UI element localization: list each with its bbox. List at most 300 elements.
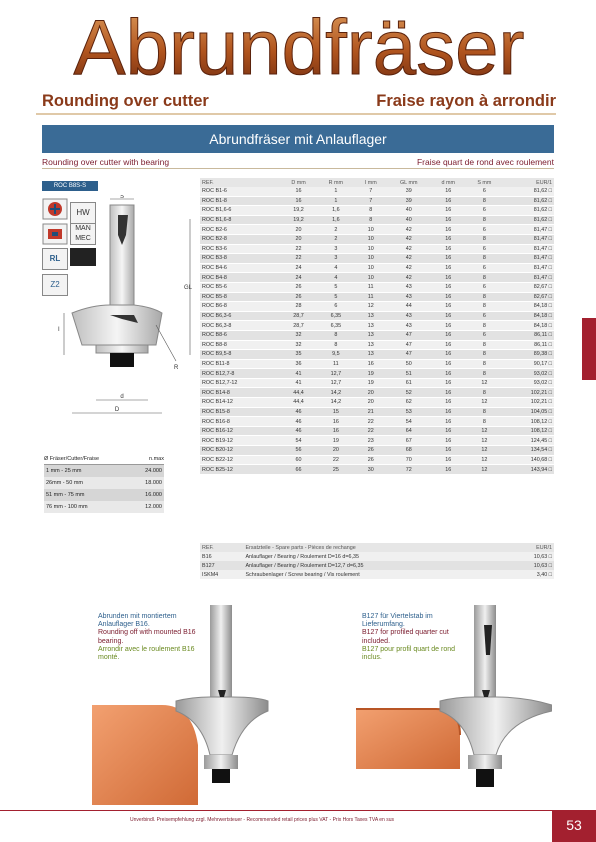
table-row (200, 388, 554, 398)
table-row (200, 311, 554, 321)
table-row (200, 340, 554, 350)
table-cell: ROC B11-8 (200, 359, 280, 369)
table-cell: 8 (317, 330, 354, 340)
table-cell: 72 (387, 465, 431, 475)
footer-note: Unverbindl. Preisempfehlung zzgl. Mehrwertsteuer - Recommended retail prices plus VAT - Prix Hors Taxes TVA en sus (130, 817, 394, 823)
column-header: d mm (431, 178, 466, 187)
table-cell: ROC B19-12 (200, 436, 280, 446)
table-cell: 1 (317, 187, 354, 196)
table-cell: 102,21 □ (503, 398, 554, 408)
table-cell: 6 (317, 302, 354, 312)
table-cell: 2 (317, 234, 354, 244)
table-cell: 43 (387, 311, 431, 321)
table-cell: 19,2 (280, 206, 317, 216)
table-cell: 84,18 □ (503, 302, 554, 312)
table-row (200, 282, 554, 292)
header-divider (36, 113, 556, 115)
table-row (200, 321, 554, 331)
subtitle-french: Fraise rayon à arrondir (376, 92, 556, 110)
table-cell: 43 (387, 321, 431, 331)
speed-cell: 16.000 (145, 492, 162, 498)
column-header: I mm (354, 178, 386, 187)
table-cell: 70 (387, 455, 431, 465)
table-cell: 1,6 (317, 206, 354, 216)
table-cell: 8 (466, 350, 503, 360)
table-cell: Anlauflager / Bearing / Roulement D=16 d=6,35 (243, 552, 506, 561)
table-cell: ROC B3-6 (200, 244, 280, 254)
z2-teeth-icon: Z2 (42, 274, 68, 296)
table-cell: 16 (431, 311, 466, 321)
table-cell: 66 (280, 465, 317, 475)
table-cell: 1,6 (317, 215, 354, 225)
table-cell: 81,62 □ (503, 206, 554, 216)
table-cell: 68 (387, 446, 431, 456)
table-cell: 16 (431, 378, 466, 388)
table-cell: 22 (354, 417, 386, 427)
table-row (200, 244, 554, 254)
table-cell: 16 (280, 187, 317, 196)
table-cell: 8 (466, 369, 503, 379)
table-cell: 6 (466, 330, 503, 340)
spare-parts-container (200, 543, 554, 579)
table-cell: 8 (317, 340, 354, 350)
table-cell: 8 (466, 417, 503, 427)
table-cell: 12 (466, 455, 503, 465)
column-header: REF. (200, 178, 280, 187)
speed-table (44, 454, 164, 513)
table-cell: ROC B1-8 (200, 196, 280, 206)
table-cell: 3 (317, 244, 354, 254)
table-cell: 108,12 □ (503, 426, 554, 436)
table-cell: ROC B12,7-12 (200, 378, 280, 388)
table-cell: 42 (387, 244, 431, 254)
table-row (200, 292, 554, 302)
table-cell: 8 (466, 388, 503, 398)
table-cell: 12 (466, 436, 503, 446)
table-cell: 11 (317, 359, 354, 369)
table-cell: ROC B14-8 (200, 388, 280, 398)
table-cell: 21 (354, 407, 386, 417)
table-cell: 16 (431, 465, 466, 475)
table-cell: 10,63 □ (506, 552, 554, 561)
caption-right: B127 für Viertelstab im Lieferumfang. B127 for profiled quarter cut included. B127 pour profil quart de rond inclus. (362, 613, 456, 662)
product-table-container (200, 178, 554, 475)
table-cell: ROC B2-8 (200, 234, 280, 244)
table-cell: 10 (354, 234, 386, 244)
table-row (200, 234, 554, 244)
table-cell: 42 (387, 234, 431, 244)
table-cell: 3,40 □ (506, 570, 554, 579)
table-cell: 22 (317, 455, 354, 465)
table-cell: 16 (431, 369, 466, 379)
subtitle-english: Rounding over cutter (42, 92, 209, 110)
table-cell: 86,11 □ (503, 330, 554, 340)
table-cell: 8 (466, 302, 503, 312)
table-cell: 44,4 (280, 398, 317, 408)
table-cell: 20 (354, 388, 386, 398)
table-cell: 102,21 □ (503, 388, 554, 398)
table-cell: 10 (354, 225, 386, 235)
table-cell: 16 (431, 321, 466, 331)
table-cell: 8 (466, 340, 503, 350)
table-cell: 104,05 □ (503, 407, 554, 417)
table-cell: ROC B1,6-6 (200, 206, 280, 216)
table-cell: 14,2 (317, 398, 354, 408)
table-cell: 108,12 □ (503, 417, 554, 427)
table-cell: 6 (466, 206, 503, 216)
table-cell: 24 (280, 273, 317, 283)
table-cell: 26 (280, 282, 317, 292)
table-cell: 23 (354, 436, 386, 446)
table-cell: 82,67 □ (503, 282, 554, 292)
section-divider (42, 168, 554, 169)
rl-rotation-icon: RL (42, 248, 68, 270)
table-cell: 36 (280, 359, 317, 369)
table-cell: 16 (431, 398, 466, 408)
table-cell: 32 (280, 330, 317, 340)
table-cell: 81,47 □ (503, 254, 554, 264)
table-cell: 12 (466, 378, 503, 388)
table-cell: 42 (387, 225, 431, 235)
column-header: S mm (466, 178, 503, 187)
table-cell: 42 (387, 263, 431, 273)
table-cell: 5 (317, 282, 354, 292)
table-cell: ROC B5-6 (200, 282, 280, 292)
svg-text:d: d (120, 394, 124, 400)
table-cell: 7 (354, 187, 386, 196)
table-cell: ROC B4-6 (200, 263, 280, 273)
table-cell: 47 (387, 330, 431, 340)
table-cell: 39 (387, 187, 431, 196)
table-cell: 10 (354, 254, 386, 264)
table-cell: 22 (280, 244, 317, 254)
table-cell: ROC B6,3-6 (200, 311, 280, 321)
table-cell: 54 (387, 417, 431, 427)
table-cell: 19 (317, 436, 354, 446)
table-cell: 26 (354, 446, 386, 456)
table-cell: 7 (354, 196, 386, 206)
section-title-english: Rounding over cutter with bearing (42, 157, 170, 167)
table-cell: 16 (431, 407, 466, 417)
table-cell: 42 (387, 254, 431, 264)
table-cell: 46 (280, 417, 317, 427)
table-row (200, 263, 554, 273)
table-cell: 81,47 □ (503, 225, 554, 235)
table-cell: 16 (431, 273, 466, 283)
table-cell: ROC B14-12 (200, 398, 280, 408)
table-row (200, 206, 554, 216)
table-cell: 16 (431, 426, 466, 436)
table-row (200, 446, 554, 456)
table-cell: 16 (431, 446, 466, 456)
table-cell: 8 (466, 359, 503, 369)
table-cell: ROC B16-8 (200, 417, 280, 427)
table-cell: 8 (466, 196, 503, 206)
table-cell: 64 (387, 426, 431, 436)
table-cell: 6 (466, 225, 503, 235)
table-cell: 16 (431, 206, 466, 216)
table-cell: 12 (466, 426, 503, 436)
table-cell: 16 (431, 302, 466, 312)
table-row (200, 398, 554, 408)
table-cell: ROC B16-12 (200, 426, 280, 436)
page-title (34, 2, 564, 90)
svg-text:D: D (114, 407, 120, 413)
product-table (200, 178, 554, 475)
table-cell: 16 (431, 340, 466, 350)
table-cell: ROC B1,6-8 (200, 215, 280, 225)
table-cell: 6 (466, 244, 503, 254)
table-cell: 39 (387, 196, 431, 206)
table-cell: 50 (387, 359, 431, 369)
table-row (200, 350, 554, 360)
table-cell: 22 (354, 426, 386, 436)
table-cell: 6 (466, 311, 503, 321)
svg-text:Abrundfräser: Abrundfräser (73, 3, 525, 90)
table-cell: 41 (280, 378, 317, 388)
table-cell: 20 (317, 446, 354, 456)
table-cell: 134,54 □ (503, 446, 554, 456)
table-cell: 13 (354, 340, 386, 350)
table-cell: Anlauflager / Bearing / Roulement D=12,7 d=6,35 (243, 561, 506, 570)
table-cell: 81,47 □ (503, 234, 554, 244)
table-cell: 41 (280, 369, 317, 379)
table-row (200, 455, 554, 465)
man-mec-icon: MAN MEC (70, 223, 96, 245)
table-cell: 81,47 □ (503, 273, 554, 283)
table-cell: 61 (387, 378, 431, 388)
table-cell: 16 (431, 455, 466, 465)
page-number: 53 (552, 810, 596, 842)
hw-badge-icon: HW (70, 202, 96, 224)
table-cell: Schraubenlager / Screw bearing / Vis roulement (243, 570, 506, 579)
table-cell: ROC B5-8 (200, 292, 280, 302)
speed-cell: 12.000 (145, 504, 162, 510)
table-cell: 13 (354, 350, 386, 360)
svg-text:S: S (119, 195, 125, 200)
table-cell: 16 (431, 196, 466, 206)
column-header: Ersatzteile - Spare parts - Pièces de rechange (243, 543, 506, 552)
table-cell: 16 (431, 359, 466, 369)
table-cell: 62 (387, 398, 431, 408)
table-row (200, 426, 554, 436)
table-cell: 28,7 (280, 311, 317, 321)
table-cell: 10 (354, 263, 386, 273)
cutter-diagram (52, 195, 192, 425)
table-cell: 6 (466, 187, 503, 196)
table-cell: ROC B1-6 (200, 187, 280, 196)
table-cell: 30 (354, 465, 386, 475)
table-cell: 8 (354, 215, 386, 225)
table-cell: 10,63 □ (506, 561, 554, 570)
table-cell: 46 (280, 426, 317, 436)
table-row (200, 359, 554, 369)
table-cell: 43 (387, 292, 431, 302)
table-cell: 35 (280, 350, 317, 360)
table-cell: 10 (354, 244, 386, 254)
column-header: R mm (317, 178, 354, 187)
table-cell: ROC B15-8 (200, 407, 280, 417)
table-cell: 13 (354, 321, 386, 331)
table-cell: 89,38 □ (503, 350, 554, 360)
table-cell: 8 (466, 407, 503, 417)
column-header: GL mm (387, 178, 431, 187)
table-row (200, 417, 554, 427)
table-cell: ISKM4 (200, 570, 243, 579)
table-cell: 90,17 □ (503, 359, 554, 369)
table-cell: 10 (354, 273, 386, 283)
table-cell: 42 (387, 273, 431, 283)
cutter-workpiece-left (92, 605, 288, 805)
speed-cell: 18.000 (145, 480, 162, 486)
speed-cell: 1 mm - 25 mm (46, 468, 82, 474)
speed-cell: 26mm - 50 mm (46, 480, 83, 486)
table-cell: 53 (387, 407, 431, 417)
table-cell: 16 (317, 426, 354, 436)
table-cell: 19 (354, 378, 386, 388)
table-cell: 16 (280, 196, 317, 206)
table-cell: ROC B2-6 (200, 225, 280, 235)
table-cell: 16 (431, 215, 466, 225)
table-cell: 12,7 (317, 369, 354, 379)
table-cell: 93,02 □ (503, 378, 554, 388)
table-cell: 13 (354, 311, 386, 321)
speed-row (44, 465, 164, 477)
table-cell: 43 (387, 282, 431, 292)
table-cell: 16 (431, 388, 466, 398)
speed-cell: 24.000 (145, 468, 162, 474)
cutter-workpiece-right (356, 605, 552, 805)
table-cell: 40 (387, 215, 431, 225)
table-row (200, 273, 554, 283)
table-cell: ROC B8-6 (200, 330, 280, 340)
svg-text:I: I (58, 327, 60, 333)
table-cell: ROC B6,3-8 (200, 321, 280, 331)
table-cell: 47 (387, 350, 431, 360)
table-cell: 8 (466, 321, 503, 331)
table-row (200, 465, 554, 475)
table-cell: 67 (387, 436, 431, 446)
table-cell: 3 (317, 254, 354, 264)
footer-divider (0, 810, 596, 811)
table-cell: ROC B8-8 (200, 340, 280, 350)
table-cell: 11 (354, 282, 386, 292)
table-cell: 32 (280, 340, 317, 350)
table-cell: ROC B25-12 (200, 465, 280, 475)
table-cell: 1 (317, 196, 354, 206)
table-cell: 93,02 □ (503, 369, 554, 379)
table-row (200, 552, 554, 561)
table-cell: 81,62 □ (503, 187, 554, 196)
column-header: EUR/1 (506, 543, 554, 552)
table-row (200, 187, 554, 196)
speed-cell: 51 mm - 75 mm (46, 492, 85, 498)
table-cell: 8 (466, 234, 503, 244)
table-cell: 8 (466, 254, 503, 264)
table-cell: 51 (387, 369, 431, 379)
table-cell: 15 (317, 407, 354, 417)
table-row (200, 225, 554, 235)
speed-table-header: Ø Fräser/Cutter/Fraise n.max (44, 454, 164, 465)
table-cell: 81,47 □ (503, 244, 554, 254)
table-cell: 81,62 □ (503, 196, 554, 206)
column-header: D mm (280, 178, 317, 187)
table-cell: 44,4 (280, 388, 317, 398)
table-cell: 6 (466, 282, 503, 292)
table-cell: 60 (280, 455, 317, 465)
section-banner: Abrundfräser mit Anlauflager (42, 125, 554, 153)
table-cell: B16 (200, 552, 243, 561)
table-row (200, 330, 554, 340)
table-row (200, 436, 554, 446)
table-cell: 12 (466, 465, 503, 475)
table-cell: 6,35 (317, 321, 354, 331)
column-header: EUR/1 (503, 178, 554, 187)
table-cell: 8 (466, 292, 503, 302)
table-cell: ROC B9,5-8 (200, 350, 280, 360)
table-cell: 11 (354, 292, 386, 302)
table-cell: 8 (466, 273, 503, 283)
table-cell: 4 (317, 263, 354, 273)
table-cell: B127 (200, 561, 243, 570)
table-cell: 16 (431, 436, 466, 446)
table-cell: 12 (466, 398, 503, 408)
table-cell: 86,11 □ (503, 340, 554, 350)
table-cell: 143,94 □ (503, 465, 554, 475)
table-cell: 16 (431, 225, 466, 235)
table-row (200, 561, 554, 570)
table-cell: 16 (431, 187, 466, 196)
product-tag: ROC B8S-S (42, 181, 98, 191)
table-cell: 19 (354, 369, 386, 379)
table-cell: 8 (466, 215, 503, 225)
table-cell: ROC B6-8 (200, 302, 280, 312)
table-cell: 12 (466, 446, 503, 456)
table-cell: 81,62 □ (503, 215, 554, 225)
table-row (200, 302, 554, 312)
table-cell: ROC B22-12 (200, 455, 280, 465)
table-cell: 6 (466, 263, 503, 273)
table-cell: 19,2 (280, 215, 317, 225)
table-cell: 16 (317, 417, 354, 427)
table-row (200, 407, 554, 417)
chapter-tab (582, 318, 596, 380)
table-cell: 16 (431, 417, 466, 427)
table-cell: 82,67 □ (503, 292, 554, 302)
table-cell: 28,7 (280, 321, 317, 331)
table-cell: 16 (431, 350, 466, 360)
table-cell: ROC B4-8 (200, 273, 280, 283)
table-cell: 12,7 (317, 378, 354, 388)
table-cell: 26 (280, 292, 317, 302)
table-row (200, 196, 554, 206)
table-cell: 124,45 □ (503, 436, 554, 446)
table-cell: 44 (387, 302, 431, 312)
table-cell: 14,2 (317, 388, 354, 398)
table-cell: ROC B20-12 (200, 446, 280, 456)
table-cell: 54 (280, 436, 317, 446)
table-cell: 4 (317, 273, 354, 283)
table-cell: 20 (280, 225, 317, 235)
svg-text:GL: GL (184, 285, 192, 291)
table-cell: 26 (354, 455, 386, 465)
table-row (200, 369, 554, 379)
table-cell: 20 (354, 398, 386, 408)
speed-row (44, 489, 164, 501)
table-cell: 84,18 □ (503, 311, 554, 321)
table-cell: 81,47 □ (503, 263, 554, 273)
table-row (200, 570, 554, 579)
